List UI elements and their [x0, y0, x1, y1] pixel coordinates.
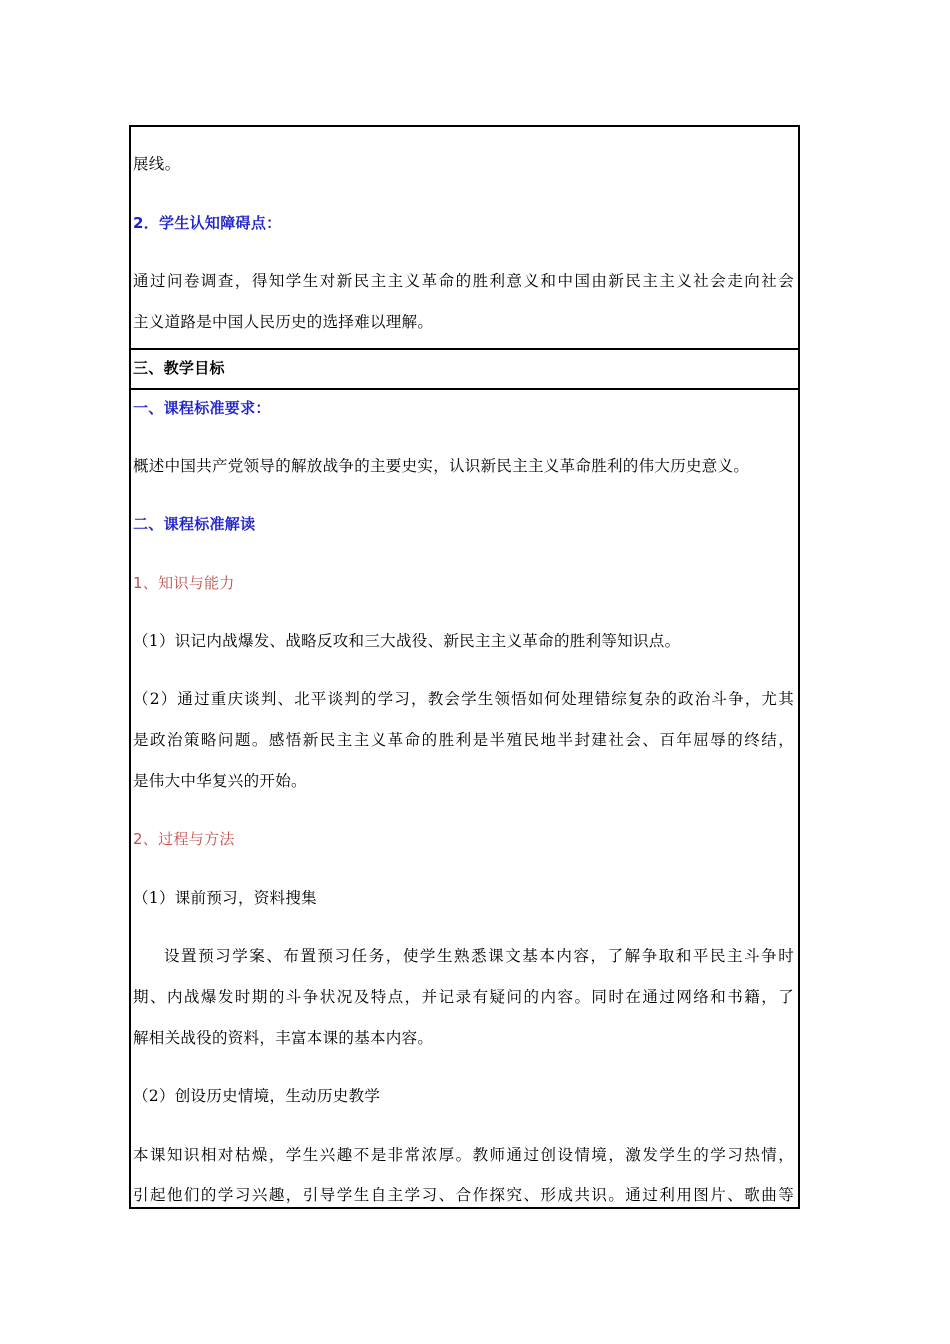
lesson-plan-table	[129, 125, 800, 1209]
paragraph-line: 概述中国共产党领导的解放战争的主要史实，认识新民主主义革命胜利的伟大历史意义。	[133, 457, 750, 475]
paragraph-line: 设置预习学案、布置预习任务，使学生熟悉课文基本内容，了解争取和平民主斗争时	[164, 947, 794, 965]
table-cell-teaching-goals	[131, 390, 798, 1207]
paragraph-line: 引起他们的学习兴趣，引导学生自主学习、合作探究、形成共识。通过利用图片、歌曲等	[133, 1186, 794, 1204]
paragraph-line: 主义道路是中国人民历史的选择难以理解。	[133, 313, 434, 331]
knowledge-ability-heading: 1、知识与能力	[133, 574, 235, 592]
paragraph-line: 通过问卷调查，得知学生对新民主主义革命的胜利意义和中国由新民主主义社会走向社会	[133, 272, 794, 290]
list-item-line: 是政治策略问题。感悟新民主主义革命的胜利是半殖民地半封建社会、百年屈辱的终结，	[133, 731, 794, 749]
list-item: （2）创设历史情境，生动历史教学	[133, 1087, 381, 1105]
list-item-line: 是伟大中华复兴的开始。	[133, 772, 307, 790]
list-item-line: （2）通过重庆谈判、北平谈判的学习，教会学生领悟如何处理错综复杂的政治斗争，尤其	[133, 690, 794, 708]
list-item: （1）识记内战爆发、战略反攻和三大战役、新民主主义革命的胜利等知识点。	[133, 632, 681, 650]
curriculum-requirements-heading: 一、课程标准要求：	[133, 399, 271, 417]
table-cell-learner-analysis	[131, 127, 798, 348]
cognitive-obstacles-heading: 2．学生认知障碍点：	[133, 214, 282, 232]
curriculum-interpretation-heading: 二、课程标准解读	[133, 515, 256, 533]
continued-text-line: 展线。	[133, 155, 181, 173]
process-method-heading: 2、过程与方法	[133, 830, 235, 848]
section-title: 三、教学目标	[133, 359, 225, 377]
paragraph-line: 期、内战爆发时期的斗争状况及特点，并记录有疑问的内容。同时在通过网络和书籍，了	[133, 988, 794, 1006]
paragraph-line: 解相关战役的资料，丰富本课的基本内容。	[133, 1029, 434, 1047]
paragraph-line: 本课知识相对枯燥，学生兴趣不是非常浓厚。教师通过创设情境，激发学生的学习热情，	[133, 1146, 794, 1164]
table-cell-section-header	[131, 348, 798, 390]
list-item: （1）课前预习，资料搜集	[133, 889, 317, 907]
